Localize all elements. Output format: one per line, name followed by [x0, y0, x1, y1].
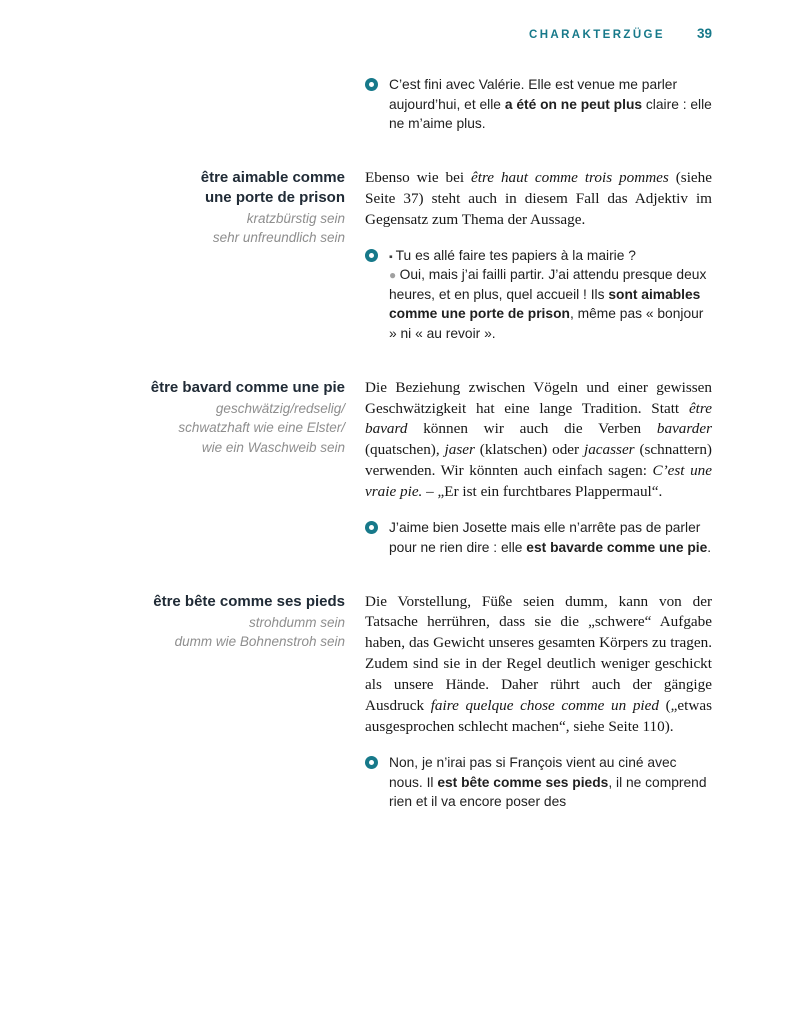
- example-bullet-icon: [365, 78, 378, 91]
- text-run: C’est une vraie pie.: [365, 462, 712, 501]
- example-bullet-icon: [365, 756, 378, 769]
- example-block: [365, 75, 712, 134]
- example-bullet-icon: [365, 249, 378, 262]
- text-run: ●: [389, 268, 400, 283]
- headword-column: [95, 168, 365, 248]
- text-run: jacasser: [583, 441, 635, 459]
- explanation-paragraph: [365, 592, 712, 739]
- example-text: [389, 753, 712, 812]
- headword: [95, 592, 345, 612]
- text-run: .: [707, 539, 712, 555]
- entry-body: [365, 378, 712, 558]
- chapter-title: CHARAKTERZÜGE: [528, 29, 665, 41]
- text-run: – „Er ist ein furchtbares Plappermaul“.: [422, 483, 663, 501]
- example-text: [389, 518, 712, 557]
- gloss-line: sehr unfreundlich sein: [212, 230, 345, 246]
- explanation-paragraph: [365, 168, 712, 231]
- text-run: être bavard: [365, 399, 712, 438]
- text-run: Oui, mais j’ai failli partir. J’ai attendu presque deux heures, et en plus, quel accueil ! Ils: [389, 267, 707, 302]
- dictionary-entry: [95, 75, 712, 134]
- example-dialogue-line: [389, 753, 712, 812]
- headword-line: être bavard comme une pie: [150, 378, 345, 396]
- text-run: jaser: [444, 441, 475, 459]
- explanation-paragraph: [365, 378, 712, 504]
- gloss-line: dumm wie Bohnenstroh sein: [174, 634, 345, 650]
- page-number: 39: [696, 26, 712, 41]
- text-run: J’aime bien Josette mais elle n’arrête pas de parler pour ne rien dire : elle: [389, 520, 701, 555]
- text-run: claire : elle ne m’aime plus.: [389, 96, 712, 132]
- gloss-line: wie ein Waschweib sein: [201, 439, 345, 455]
- page-header: [95, 26, 712, 41]
- text-run: faire quelque chose comme un pied: [430, 697, 659, 715]
- headword-line: une porte de prison: [204, 188, 345, 206]
- dictionary-entry: [95, 168, 712, 344]
- glosses: [95, 613, 345, 651]
- headword: [95, 378, 345, 398]
- text-run: Die Vorstellung, Füße seien dumm, kann von der Tatsache herrühren, dass sie die „schwere“ Aufgabe haben, das Gewicht unseres gesamten Körpers zu tragen. Zudem sind sie in der Regel deutlich weniger geschickt als unsere Hände. Daher rührt auch der gängige Ausdruck: [365, 592, 712, 715]
- headword-column: [95, 378, 365, 457]
- text-run: (siehe Seite 37) steht auch in diesem Fall das Adjektiv im Gegensatz zum Thema der Aussage.: [365, 168, 713, 228]
- text-run: (klatschen) oder: [474, 441, 584, 459]
- text-run: est bavarde comme une pie: [526, 539, 708, 555]
- text-run: (quatschen),: [365, 441, 445, 459]
- text-run: bavarder: [656, 420, 712, 438]
- text-run: Non, je n’irai pas si François vient au ciné avec nous. Il: [389, 755, 677, 790]
- example-block: [365, 518, 712, 557]
- entries: [95, 75, 712, 812]
- example-dialogue-line: [389, 265, 712, 343]
- example-block: [365, 753, 712, 812]
- text-run: , même pas « bonjour » ni « au revoir ».: [389, 306, 704, 341]
- text-run: können wir auch die Verben: [407, 420, 657, 438]
- gloss-line: schwatzhaft wie eine Elster/: [178, 420, 345, 436]
- example-dialogue-line: [389, 75, 712, 134]
- text-run: est bête comme ses pieds: [437, 774, 609, 790]
- headword-line: être aimable comme: [200, 168, 345, 186]
- text-run: être haut comme trois pommes: [470, 168, 669, 186]
- text-run: Tu es allé faire tes papiers à la mairie ?: [395, 247, 636, 263]
- example-block: [365, 246, 712, 344]
- text-run: sont aimables comme une porte de prison: [389, 286, 701, 322]
- example-text: [389, 246, 712, 344]
- entry-body: [365, 168, 712, 344]
- text-run: a été on ne peut plus: [504, 96, 643, 112]
- text-run: Die Beziehung zwischen Vögeln und einer gewissen Geschwätzigkeit hat eine lange Tradition. Statt: [365, 378, 712, 417]
- text-run: ▪: [389, 250, 396, 263]
- dictionary-entry: [95, 592, 712, 813]
- gloss-line: geschwätzig/redselig/: [215, 401, 345, 417]
- glosses: [95, 399, 345, 456]
- gloss-line: kratzbürstig sein: [246, 211, 345, 227]
- headword: [95, 168, 345, 208]
- text-run: (schnattern) verwenden. Wir könnten auch einfach sagen:: [365, 441, 712, 480]
- headword-line: être bête comme ses pieds: [153, 592, 345, 610]
- text-run: C’est fini avec Valérie. Elle est venue me parler aujourd’hui, et elle: [389, 77, 678, 112]
- headword-column: [95, 592, 365, 652]
- entry-body: [365, 592, 712, 813]
- example-dialogue-line: [389, 246, 712, 266]
- example-dialogue-line: [389, 518, 712, 557]
- text-run: , il ne comprend rien et il va encore poser des: [389, 774, 707, 810]
- gloss-line: strohdumm sein: [248, 615, 345, 631]
- headword-column: [95, 75, 365, 77]
- text-run: („etwas ausgesprochen schlecht machen“, siehe Seite 110).: [365, 697, 712, 736]
- example-bullet-icon: [365, 521, 378, 534]
- glosses: [95, 209, 345, 247]
- example-text: [389, 75, 712, 134]
- dictionary-entry: [95, 378, 712, 558]
- entry-body: [365, 75, 712, 134]
- text-run: Ebenso wie bei: [365, 168, 471, 186]
